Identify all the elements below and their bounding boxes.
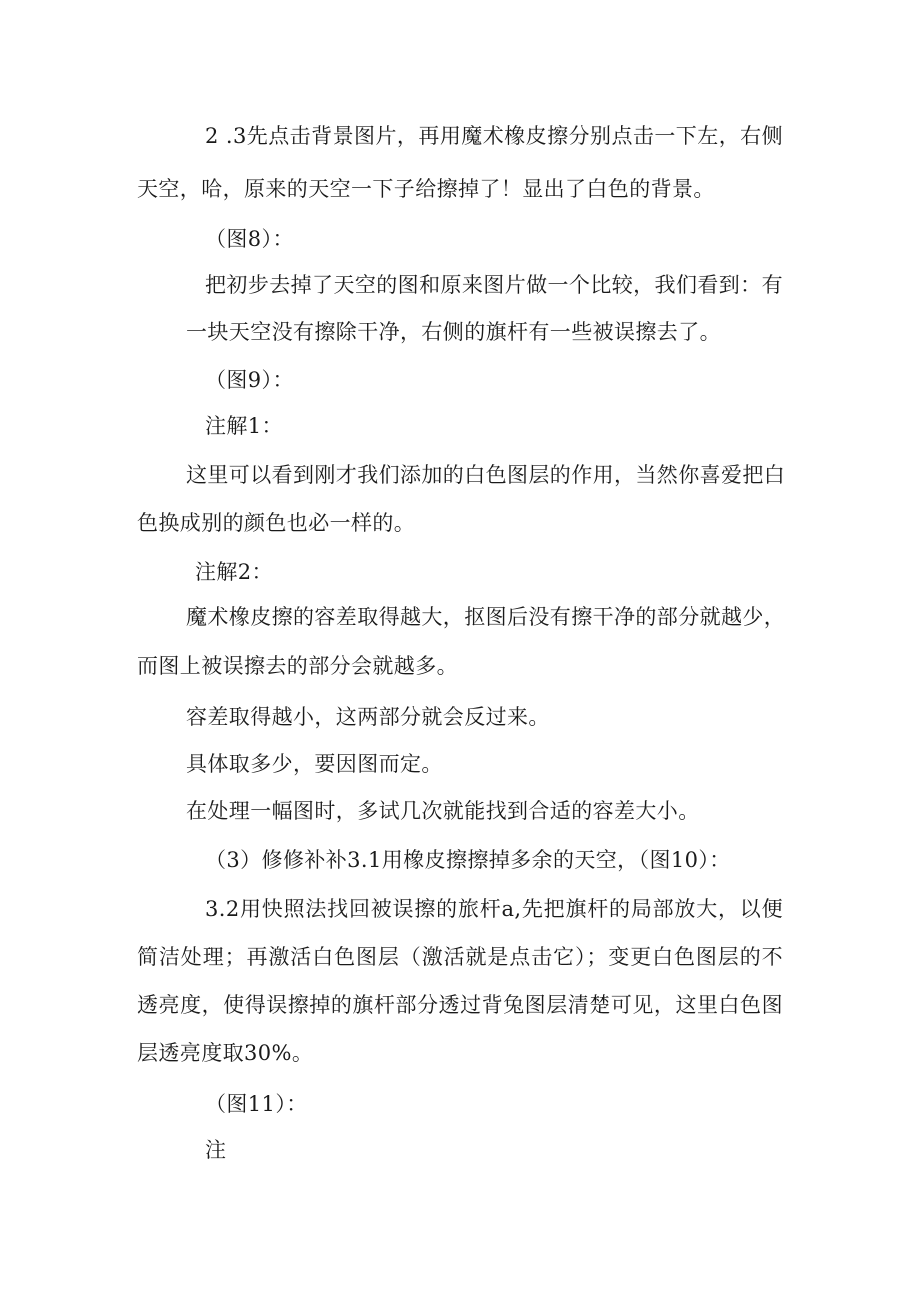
try-several-times-text: 在处理一幅图时，多试几次就能找到合适的容差大小。 bbox=[186, 799, 700, 823]
note-2-text-line-2: 而图上被误擦去的部分会就越多。 bbox=[137, 654, 458, 678]
figure-11-caption: （图11）： bbox=[205, 1092, 308, 1116]
comparison-paragraph-line-2: 一块天空没有擦除干净，右侧的旗杆有一些被误擦去了。 bbox=[186, 320, 721, 344]
figure-8-caption: （图8）： bbox=[205, 227, 294, 251]
tolerance-small-text: 容差取得越小，这两部分就会反过来。 bbox=[186, 705, 550, 729]
note-1-text-line-2: 色换成别的颜色也必一样的。 bbox=[137, 511, 416, 535]
paragraph-3-2-line-2: 简洁处理；再激活白色图层（激活就是点击它）；变更白色图层的不 bbox=[137, 945, 783, 969]
paragraph-2-3-line-2: 天空，哈，原来的天空一下子给擦掉了！显出了白色的背景。 bbox=[137, 177, 715, 201]
note-2-text-line-1: 魔术橡皮擦的容差取得越大，抠图后没有擦干净的部分就越少， bbox=[186, 605, 786, 629]
note-1-text-line-1: 这里可以看到刚才我们添加的白色图层的作用，当然你喜爱把白 bbox=[186, 463, 786, 487]
depends-on-image-text: 具体取多少，要因图而定。 bbox=[186, 752, 443, 776]
paragraph-3-2-line-3: 透亮度，使得误擦掉的旗杆部分透过背兔图层清楚可见，这里白色图 bbox=[137, 993, 783, 1017]
figure-9-caption: （图9）： bbox=[205, 368, 294, 392]
comparison-paragraph-line-1: 把初步去掉了天空的图和原来图片做一个比较，我们看到：有 bbox=[205, 273, 783, 297]
section-3-heading: （3）修修补补3.1用橡皮擦擦掉多余的天空，（图10）： bbox=[205, 848, 731, 872]
paragraph-3-2-line-1: 3.2用快照法找回被误擦的旅杆a,先把旗杆的局部放大，以便 bbox=[205, 897, 783, 921]
note-1-heading: 注解1： bbox=[205, 414, 283, 438]
paragraph-2-3-line-1: 2 .3先点击背景图片，再用魔术橡皮擦分别点击一下左，右侧 bbox=[205, 124, 783, 148]
note-fragment: 注 bbox=[205, 1138, 227, 1162]
paragraph-3-2-line-4: 层透亮度取30%。 bbox=[137, 1041, 314, 1065]
note-2-heading: 注解2： bbox=[195, 560, 273, 584]
